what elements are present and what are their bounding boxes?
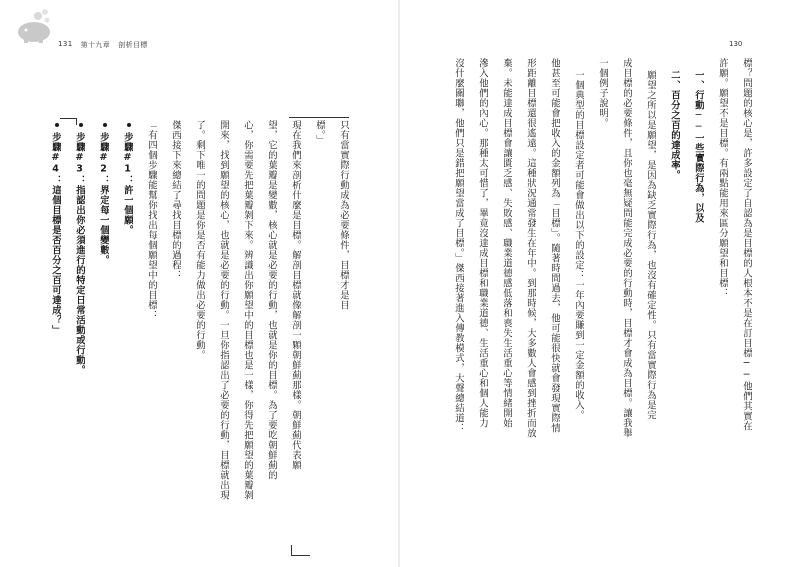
page-number: 130: [729, 40, 743, 48]
text-column: 形距離目標還很遙遠。這種狀況通常發生在年中。到那時候，大多數人會感到挫折而放: [525, 58, 536, 438]
right-page: [400, 0, 799, 567]
steps-bracket: [60, 118, 77, 125]
text-column: 一個例子說明。: [597, 58, 608, 128]
bullet-icon: [127, 123, 131, 127]
text-column: 心，你需要先把葉瓣剝下來。辨識出你願望中的目標也是一樣，你得先把願望的葉瓣剝: [242, 120, 253, 500]
text-column: 只有當實際行動成為必要條件，目標才是目: [338, 120, 349, 310]
text-column: 標？問題的核心是，許多設定了自認為是目標的人根本不是在訂目標──他們其實在: [741, 58, 752, 431]
step-item: 步驟#4：這個目標是否百分之百可達成？」: [50, 132, 61, 335]
chapter-title: 剖析目標: [118, 41, 148, 49]
step-item: 步驟#3：指認出你必須進行的特定日常活動或行動。: [74, 132, 85, 375]
text-column: 滲入他們的內心。那種太可惜了，畢竟沒達成目標和職業道德、生活重心和個人能力: [477, 58, 488, 428]
bullet-icon: [103, 123, 107, 127]
text-column: 標。」: [314, 120, 325, 146]
text-column: 許願。願望不是目標。有兩點能用來區分願望和目標：: [717, 58, 728, 298]
running-header: [58, 40, 148, 50]
step-item: 步驟#1：許一個願。: [122, 132, 133, 235]
bullet-icon: [79, 123, 83, 127]
text-column: 開來，找到願望的核心，也就是必要的行動。一旦你指認出了必要的行動，目標就出現: [218, 120, 229, 500]
page-number: 131: [58, 40, 73, 48]
step-item: 步驟#2：界定每一個變數。: [98, 132, 109, 265]
text-column: 望，它的葉瓣是變數，核心就是必要的行動，也就是你的目標。為了要吃朝鮮薊的: [266, 120, 277, 480]
chapter-number: 第十九章: [80, 41, 111, 49]
text-column: 「有四個步驟能幫你找出每個願望中的目標：: [146, 120, 157, 320]
text-column: 棄。未能達成目標會讓匱乏感、失敗感、職業道德感低落和喪失生活重心等情緒開始: [501, 58, 512, 428]
text-column: 願望之所以是願望，是因為缺乏實際行為，也沒有確定性。只有當實際行為是完: [645, 70, 656, 420]
piggy-bank-icon: [14, 8, 54, 44]
text-column: 了。剩下唯一的問題是你是否有能力做出必要的行動。: [194, 120, 205, 360]
text-column: 他甚至可能會把收入的金額列為「目標」。隨著時間過去，他可能很快就會發現實際情: [549, 58, 560, 434]
text-column: 沒什麼關聯，他們只是錯把願望當成了目標。」傑西接著進入傳教模式，大聲總結道：: [453, 58, 464, 434]
text-column: 成目標的必要條件，且你也毫無疑問能完成必要的行動時，目標才會成為目標。讓我舉: [621, 58, 632, 438]
text-column: 一個典型的目標設定者可能會做出以下的設定：一年內要賺到一定金額的收入。: [573, 70, 584, 420]
text-column: 傑西接下來總結了尋找目標的過程：: [170, 120, 181, 280]
criterion-item: 一、行動──一些實際行為，以及: [693, 70, 704, 223]
criterion-item: 二、百分之百的達成率。: [669, 70, 680, 180]
text-column: 現在我們來剖析什麼是目標。解剖目標就像解剖一顆朝鮮薊那樣。朝鮮薊代表願: [290, 120, 301, 470]
bullet-icon: [55, 123, 59, 127]
